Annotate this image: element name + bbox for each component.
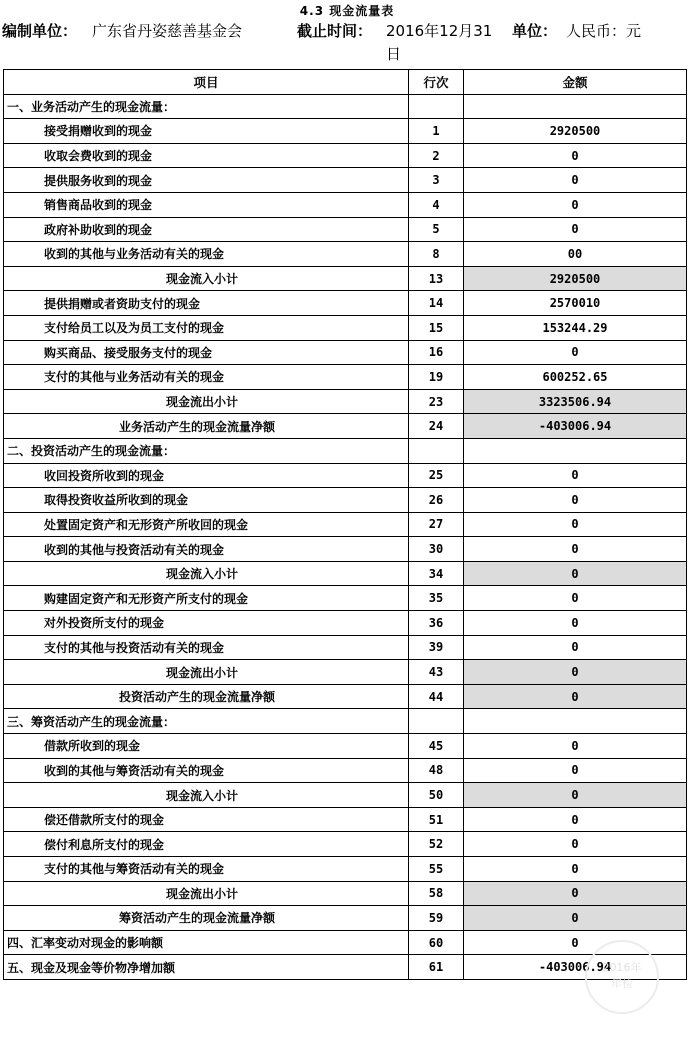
row-item-label: 现金流出小计 [4, 660, 409, 685]
currency-label: 单位： [512, 22, 558, 40]
row-line-number: 52 [409, 832, 464, 857]
row-line-number: 27 [409, 512, 464, 537]
row-item-label: 偿付利息所支付的现金 [4, 832, 409, 857]
row-amount: 0 [464, 783, 687, 808]
row-item-label: 四、汇率变动对现金的影响额 [4, 930, 409, 955]
row-item-label: 支付给员工以及为员工支付的现金 [4, 315, 409, 340]
row-amount: 2920500 [464, 119, 687, 144]
row-item-label: 收取会费收到的现金 [4, 143, 409, 168]
seal-text-inspection: 年检 [611, 977, 633, 990]
column-header-line: 行次 [409, 70, 464, 95]
row-item-label: 偿还借款所支付的现金 [4, 807, 409, 832]
table-row [4, 783, 687, 808]
row-line-number: 34 [409, 561, 464, 586]
row-item-label: 支付的其他与筹资活动有关的现金 [4, 857, 409, 882]
table-row [4, 611, 687, 636]
row-amount: 0 [464, 537, 687, 562]
row-amount: 0 [464, 168, 687, 193]
table-row [4, 857, 687, 882]
row-line-number: 8 [409, 242, 464, 267]
row-amount: 0 [464, 512, 687, 537]
row-amount: 0 [464, 930, 687, 955]
row-amount: 0 [464, 857, 687, 882]
row-amount: 0 [464, 561, 687, 586]
row-line-number: 15 [409, 315, 464, 340]
row-line-number: 4 [409, 192, 464, 217]
table-row [4, 881, 687, 906]
row-line-number: 19 [409, 365, 464, 390]
row-line-number [409, 438, 464, 463]
table-row [4, 807, 687, 832]
row-item-label: 业务活动产生的现金流量净额 [4, 414, 409, 439]
table-row [4, 266, 687, 291]
row-amount: 600252.65 [464, 365, 687, 390]
column-header-item: 项目 [4, 70, 409, 95]
row-amount: 3323506.94 [464, 389, 687, 414]
row-item-label: 五、现金及现金等价物净增加额 [4, 955, 409, 980]
row-amount: -403006.94 [464, 955, 687, 980]
row-item-label: 现金流出小计 [4, 389, 409, 414]
row-amount: 0 [464, 881, 687, 906]
row-item-label: 提供服务收到的现金 [4, 168, 409, 193]
row-line-number: 16 [409, 340, 464, 365]
table-row [4, 709, 687, 734]
row-line-number: 3 [409, 168, 464, 193]
row-item-label: 现金流出小计 [4, 881, 409, 906]
row-line-number: 55 [409, 857, 464, 882]
row-amount: 0 [464, 340, 687, 365]
table-row [4, 340, 687, 365]
row-amount: 00 [464, 242, 687, 267]
row-item-label: 现金流入小计 [4, 266, 409, 291]
row-amount: 0 [464, 143, 687, 168]
row-amount: 0 [464, 807, 687, 832]
table-row [4, 242, 687, 267]
row-amount: 0 [464, 463, 687, 488]
row-item-label: 现金流入小计 [4, 561, 409, 586]
table-row [4, 561, 687, 586]
column-header-amount: 金额 [464, 70, 687, 95]
row-item-label: 三、筹资活动产生的现金流量： [4, 709, 409, 734]
table-row [4, 168, 687, 193]
row-item-label: 一、业务活动产生的现金流量： [4, 94, 409, 119]
date-value-continuation: 日 [386, 45, 402, 63]
table-row [4, 94, 687, 119]
row-line-number: 25 [409, 463, 464, 488]
table-row [4, 315, 687, 340]
row-item-label: 政府补助收到的现金 [4, 217, 409, 242]
unit-value: 广东省丹姿慈善基金会 [92, 22, 243, 40]
row-amount: 0 [464, 192, 687, 217]
date-value: 2016年12月31 [386, 22, 493, 40]
row-line-number: 24 [409, 414, 464, 439]
table-row [4, 414, 687, 439]
row-item-label: 提供捐赠或者资助支付的现金 [4, 291, 409, 316]
seal-text-year: 2016年 [602, 961, 642, 974]
row-item-label: 二、投资活动产生的现金流量： [4, 438, 409, 463]
row-line-number: 35 [409, 586, 464, 611]
row-item-label: 购买商品、接受服务支付的现金 [4, 340, 409, 365]
row-item-label: 取得投资收益所收到的现金 [4, 488, 409, 513]
table-row [4, 684, 687, 709]
row-item-label: 购建固定资产和无形资产所支付的现金 [4, 586, 409, 611]
table-row [4, 488, 687, 513]
table-row [4, 512, 687, 537]
table-row [4, 734, 687, 759]
row-item-label: 支付的其他与业务活动有关的现金 [4, 365, 409, 390]
row-item-label: 对外投资所支付的现金 [4, 611, 409, 636]
table-row [4, 537, 687, 562]
row-line-number: 5 [409, 217, 464, 242]
row-amount [464, 709, 687, 734]
row-amount: -403006.94 [464, 414, 687, 439]
row-amount: 0 [464, 832, 687, 857]
row-line-number: 61 [409, 955, 464, 980]
row-item-label: 处置固定资产和无形资产所收回的现金 [4, 512, 409, 537]
row-amount: 0 [464, 758, 687, 783]
row-line-number: 59 [409, 906, 464, 931]
row-item-label: 投资活动产生的现金流量净额 [4, 684, 409, 709]
row-line-number: 36 [409, 611, 464, 636]
row-amount [464, 438, 687, 463]
row-line-number: 44 [409, 684, 464, 709]
row-amount [464, 94, 687, 119]
row-amount: 0 [464, 611, 687, 636]
table-row [4, 291, 687, 316]
annual-inspection-seal [585, 940, 659, 1014]
row-amount: 0 [464, 586, 687, 611]
row-item-label: 支付的其他与投资活动有关的现金 [4, 635, 409, 660]
table-row [4, 143, 687, 168]
table-row [4, 389, 687, 414]
row-line-number: 13 [409, 266, 464, 291]
row-item-label: 收到的其他与筹资活动有关的现金 [4, 758, 409, 783]
table-header-row [4, 70, 687, 95]
row-amount: 0 [464, 906, 687, 931]
row-item-label: 借款所收到的现金 [4, 734, 409, 759]
table-row [4, 463, 687, 488]
row-item-label: 收回投资所收到的现金 [4, 463, 409, 488]
row-line-number: 39 [409, 635, 464, 660]
date-label: 截止时间： [297, 22, 373, 40]
row-line-number: 1 [409, 119, 464, 144]
row-item-label: 销售商品收到的现金 [4, 192, 409, 217]
row-item-label: 现金流入小计 [4, 783, 409, 808]
row-line-number [409, 94, 464, 119]
table-row [4, 586, 687, 611]
table-row [4, 438, 687, 463]
row-line-number: 23 [409, 389, 464, 414]
row-amount: 2920500 [464, 266, 687, 291]
currency-value: 人民币：元 [566, 22, 642, 40]
row-item-label: 收到的其他与业务活动有关的现金 [4, 242, 409, 267]
table-row [4, 758, 687, 783]
row-line-number: 60 [409, 930, 464, 955]
row-amount: 0 [464, 217, 687, 242]
table-row [4, 906, 687, 931]
row-amount: 0 [464, 635, 687, 660]
table-row [4, 192, 687, 217]
row-line-number [409, 709, 464, 734]
table-row [4, 217, 687, 242]
row-amount: 2570010 [464, 291, 687, 316]
table-row [4, 930, 687, 955]
row-amount: 0 [464, 684, 687, 709]
report-title: 4.3 现金流量表 [299, 4, 395, 18]
row-amount: 0 [464, 488, 687, 513]
row-item-label: 筹资活动产生的现金流量净额 [4, 906, 409, 931]
row-line-number: 51 [409, 807, 464, 832]
row-line-number: 58 [409, 881, 464, 906]
row-amount: 0 [464, 660, 687, 685]
row-line-number: 45 [409, 734, 464, 759]
row-amount: 0 [464, 734, 687, 759]
table-row [4, 119, 687, 144]
row-line-number: 50 [409, 783, 464, 808]
unit-label: 编制单位： [2, 22, 78, 40]
table-row [4, 635, 687, 660]
row-item-label: 接受捐赠收到的现金 [4, 119, 409, 144]
row-amount: 153244.29 [464, 315, 687, 340]
table-row [4, 660, 687, 685]
table-row [4, 832, 687, 857]
table-row [4, 365, 687, 390]
row-item-label: 收到的其他与投资活动有关的现金 [4, 537, 409, 562]
cash-flow-table [3, 69, 687, 980]
row-line-number: 2 [409, 143, 464, 168]
row-line-number: 30 [409, 537, 464, 562]
row-line-number: 26 [409, 488, 464, 513]
row-line-number: 48 [409, 758, 464, 783]
row-line-number: 14 [409, 291, 464, 316]
row-line-number: 43 [409, 660, 464, 685]
